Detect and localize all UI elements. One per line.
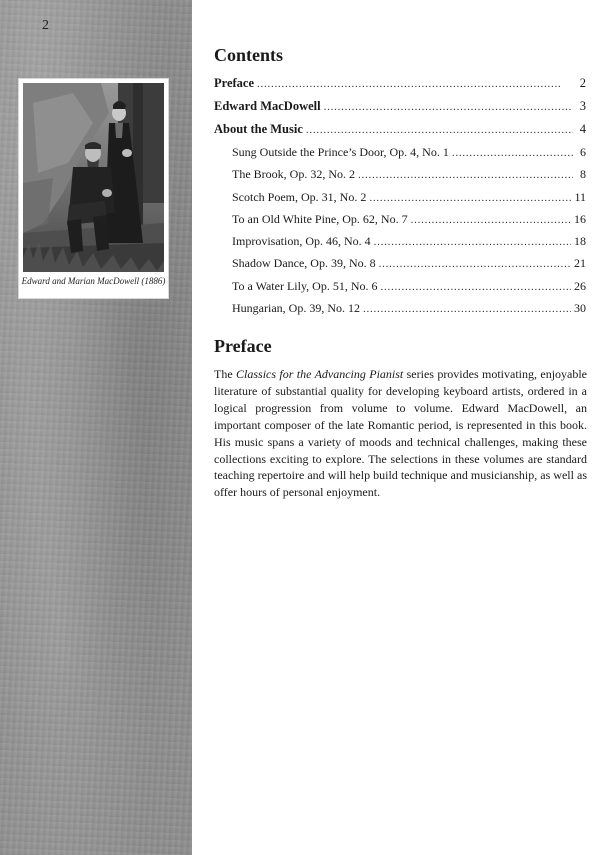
toc-piece-label: The Brook, Op. 32, No. 2: [232, 167, 355, 182]
dot-leader: [306, 124, 573, 136]
toc-piece-scotch-poem[interactable]: [214, 190, 586, 212]
historical-photo: [23, 83, 164, 272]
preface-text-before: The: [214, 367, 237, 381]
toc-piece-page: 6: [580, 145, 586, 159]
toc-entry-preface[interactable]: [214, 76, 586, 99]
photo-frame: [19, 79, 168, 298]
toc-entry-label: About the Music: [214, 122, 303, 136]
toc-piece-page: 11: [574, 189, 586, 204]
toc-piece-old-white-pine[interactable]: [214, 212, 586, 234]
toc-piece-sung-outside[interactable]: [214, 145, 586, 167]
toc-entry-page: 4: [579, 122, 586, 136]
toc-piece-page: 16: [574, 211, 586, 226]
dot-leader: [452, 147, 573, 159]
decorative-sidebar: [0, 0, 192, 855]
toc-piece-the-brook[interactable]: [214, 167, 586, 189]
toc-piece-page: 8: [580, 167, 586, 182]
toc-piece-shadow-dance[interactable]: [214, 256, 586, 278]
page-number: 2: [42, 18, 49, 33]
toc-piece-hungarian[interactable]: [214, 301, 586, 323]
toc-piece-page: 26: [574, 278, 586, 293]
toc-piece-label: Hungarian, Op. 39, No. 12: [232, 301, 360, 316]
dot-leader: [257, 78, 573, 90]
toc-piece-label: Shadow Dance, Op. 39, No. 8: [232, 256, 376, 271]
toc-piece-water-lily[interactable]: [214, 279, 586, 301]
preface-text-after: series provides motivating, enjoyable literature of substantial quality for developing keyboard artists, ordered in a logical progression from volume to volume. Edward MacDowell, an important composer of the late Romantic period, is represented in this book. His music spans a variety of moods and technical challenges, making these collections exciting to explore. The selections in these volumes are standard teaching repertoire and will help build technique and musicianship, as well as offer hours of personal enjoyment.: [214, 367, 588, 500]
preface-paragraph: [214, 366, 587, 501]
table-of-contents: [214, 76, 586, 323]
toc-piece-label: Sung Outside the Prince’s Door, Op. 4, No. 1: [232, 145, 449, 159]
toc-entry-label: Preface: [214, 76, 255, 90]
toc-piece-page: 30: [574, 301, 586, 316]
toc-piece-page: 18: [574, 234, 586, 249]
series-name: Classics for the Advancing Pianist: [236, 367, 404, 381]
toc-piece-label: To an Old White Pine, Op. 62, No. 7: [232, 211, 408, 226]
toc-piece-page: 21: [574, 256, 586, 271]
photo-caption: Edward and Marian MacDowell (1886): [21, 276, 166, 286]
photo-illustration: [23, 83, 164, 272]
dot-leader: [381, 281, 572, 293]
dot-leader: [374, 236, 571, 248]
dot-leader: [358, 169, 573, 181]
dot-leader: [363, 303, 571, 315]
toc-piece-improvisation[interactable]: [214, 234, 586, 256]
toc-entry-page: 3: [579, 99, 586, 113]
toc-entry-label: Edward MacDowell: [214, 99, 321, 113]
preface-heading: Preface: [214, 336, 272, 356]
contents-heading: Contents: [214, 45, 284, 65]
toc-piece-label: Scotch Poem, Op. 31, No. 2: [232, 189, 367, 204]
dot-leader: [379, 258, 571, 270]
dot-leader: [324, 101, 573, 113]
toc-piece-label: Improvisation, Op. 46, No. 4: [232, 234, 371, 249]
dot-leader: [369, 192, 571, 204]
toc-entry-page: 2: [579, 76, 586, 90]
toc-entry-edward-macdowell[interactable]: [214, 99, 586, 122]
dot-leader: [411, 214, 571, 226]
toc-entry-about-the-music[interactable]: [214, 122, 586, 145]
toc-piece-label: To a Water Lily, Op. 51, No. 6: [232, 278, 378, 293]
